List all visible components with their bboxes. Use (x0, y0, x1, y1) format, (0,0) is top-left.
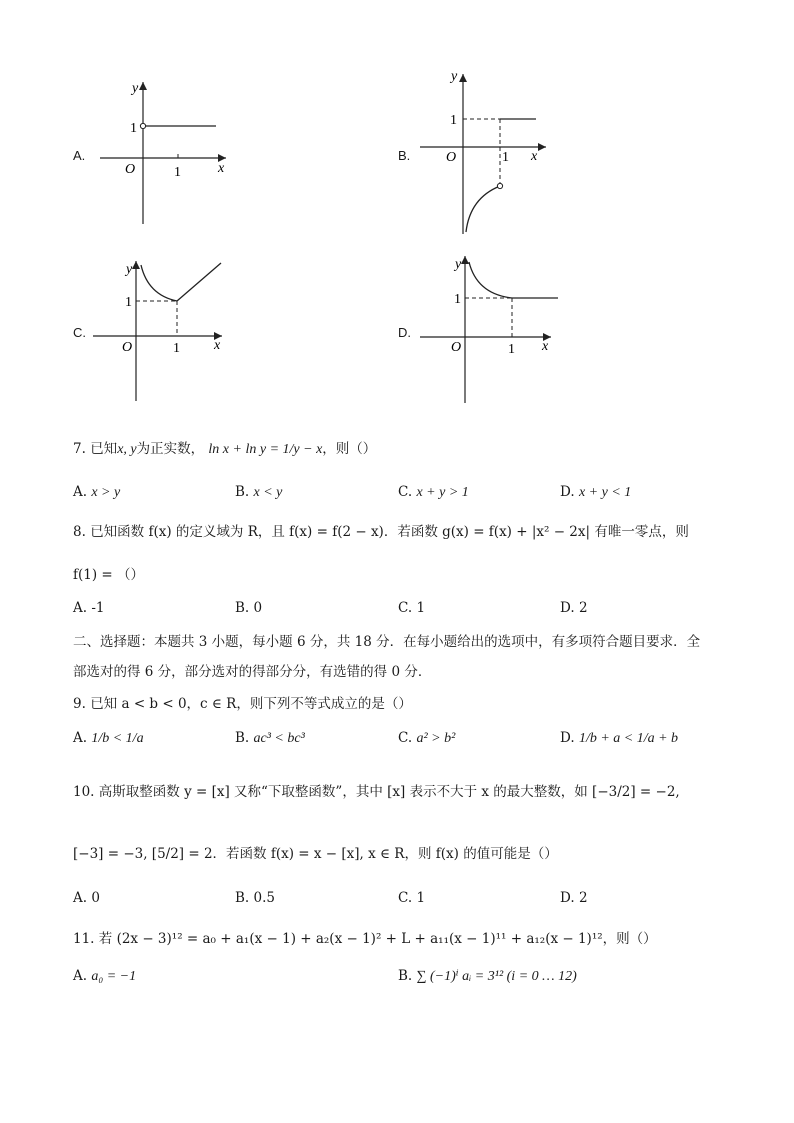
q11-number: 11. (73, 931, 95, 947)
question-7 (73, 437, 376, 458)
q9-option-a: A. 1/b < 1/a (73, 730, 144, 746)
q7-text-c: ，则（） (322, 441, 377, 457)
q8-option-c: C. 1 (398, 600, 426, 616)
q11-option-a: A. a₀ = −1 (73, 968, 137, 984)
q11-option-b: B. ∑ (−1)ⁱ aᵢ = 3¹² (i = 0 … 12) (398, 968, 577, 984)
q9-text: 已知 a < b < 0，c ∈ R，则下列不等式成立的是（） (90, 696, 412, 712)
q7-option-d: D. x + y < 1 (560, 484, 632, 500)
graph-b-open-point (497, 183, 502, 188)
graph-b (410, 66, 570, 241)
graph-c-tick-x1: 1 (173, 341, 180, 356)
q7-option-c: C. x + y > 1 (398, 484, 469, 500)
graph-d-origin: O (451, 340, 462, 355)
graph-c-x-label: x (214, 338, 221, 353)
graph-d-tick-y1: 1 (454, 292, 461, 307)
q9-number: 9. (73, 696, 86, 712)
graph-c-tick-y1: 1 (125, 295, 132, 310)
graph-a-y-arrow (139, 82, 147, 90)
graph-b-curve-left (466, 186, 500, 232)
graph-d-curve-left (469, 262, 512, 298)
q11-text: 若 (2x − 3)¹² = a₀ + a₁(x − 1) + a₂(x − 1)² + L + a₁₁(x − 1)¹¹ + a₁₂(x − 1)¹²，则（） (98, 931, 657, 947)
graph-c-origin: O (122, 340, 133, 355)
q10-line2: [−3] = −3, [5/2] = 2．若函数 f(x) = x − [x], x ∈ R，则 f(x) 的值可能是（） (73, 846, 558, 862)
graph-a (90, 72, 240, 232)
q7-option-b: B. x < y (235, 484, 283, 500)
graph-d-x-label: x (542, 339, 549, 354)
graph-c-label: C. (73, 325, 86, 340)
q10-option-a: A. 0 (73, 890, 100, 906)
graph-b-tick-y1: 1 (450, 113, 457, 128)
q8-option-d: D. 2 (560, 600, 588, 616)
q7-text-a: 已知 (90, 441, 118, 457)
graph-c-y-arrow (132, 261, 140, 269)
graph-a-tick-x1: 1 (174, 165, 181, 180)
q9-option-d: D. 1/b + a < 1/a + b (560, 730, 679, 746)
graph-d-label: D. (398, 325, 411, 340)
q7-text-b: 为正实数， (136, 441, 205, 457)
q10-number: 10. (73, 784, 95, 800)
graph-c-curve-right (177, 263, 221, 301)
graph-c-curve-left (141, 265, 177, 301)
section-2-heading: 二、选择题：本题共 3 小题，每小题 6 分，共 18 分．在每小题给出的选项中，有多项符合题目要求．全 (73, 634, 701, 650)
graph-a-x-label: x (218, 161, 225, 176)
q8-line2: f(1) = （） (73, 567, 145, 583)
graph-a-label: A. (73, 148, 86, 163)
graph-d (415, 250, 565, 410)
q7-vars: x, y (117, 442, 137, 457)
graph-d-y-label: y (455, 257, 462, 272)
graph-d-tick-x1: 1 (508, 342, 515, 357)
q8-option-a: A. -1 (73, 600, 105, 616)
q8-number: 8. (73, 524, 86, 540)
graph-c-y-label: y (126, 262, 133, 277)
q7-expr: ln x + ln y = 1/y − x (208, 442, 323, 457)
graph-b-x-label: x (531, 149, 538, 164)
graph-a-tick-y1: 1 (130, 121, 137, 136)
graph-a-open-point (140, 123, 145, 128)
graph-d-y-arrow (461, 256, 469, 264)
question-10 (73, 780, 680, 800)
graph-a-origin: O (125, 162, 136, 177)
graph-b-label: B. (398, 148, 411, 163)
q10-option-c: C. 1 (398, 890, 426, 906)
q10-option-d: D. 2 (560, 890, 588, 906)
q9-option-b: B. ac³ < bc³ (235, 730, 305, 746)
question-11 (73, 927, 657, 947)
graph-b-y-arrow (459, 74, 467, 82)
graph-b-y-label: y (451, 69, 458, 84)
question-8 (73, 520, 689, 540)
q10-option-b: B. 0.5 (235, 890, 275, 906)
graph-a-y-label: y (132, 81, 139, 96)
graph-b-x-arrow (538, 143, 546, 151)
q7-option-a: A. x > y (73, 484, 121, 500)
graph-c (88, 255, 238, 405)
section-2-rules: 部选对的得 6 分，部分选对的得部分分，有选错的得 0 分． (73, 664, 432, 680)
q7-number: 7. (73, 441, 86, 457)
q8-line1: 已知函数 f(x) 的定义域为 R，且 f(x) = f(2 − x)．若函数 g(x) = f(x) + |x² − 2x| 有唯一零点，则 (90, 524, 689, 540)
q8-option-b: B. 0 (235, 600, 263, 616)
q10-line1: 高斯取整函数 y = [x] 又称“下取整函数”，其中 [x] 表示不大于 x 的最大整数，如 [−3/2] = −2, (98, 784, 680, 800)
question-9 (73, 692, 412, 712)
graph-b-origin: O (446, 150, 457, 165)
q9-option-c: C. a² > b² (398, 730, 456, 746)
graph-b-tick-x1: 1 (502, 150, 509, 165)
